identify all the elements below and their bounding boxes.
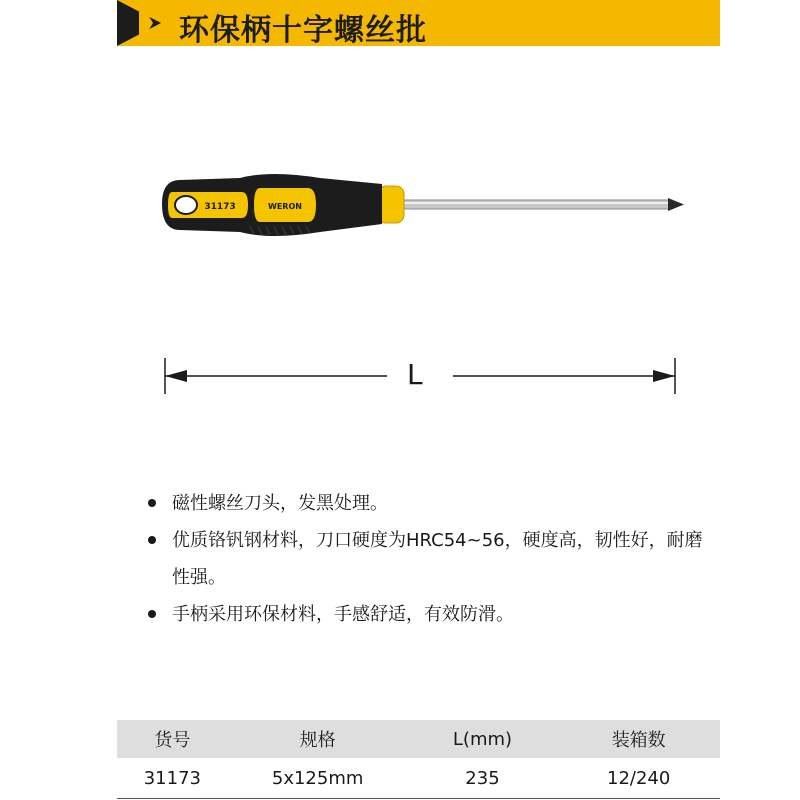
page-title: 环保柄十字螺丝批 (179, 13, 427, 48)
feature-item (148, 522, 708, 596)
spec-table (117, 720, 720, 799)
feature-list (148, 485, 708, 633)
feature-item (148, 485, 708, 522)
handle-label-1: 31173 (204, 202, 236, 212)
header-length: L(mm) (408, 720, 558, 758)
bullet-icon (148, 610, 156, 618)
title-arrow-notch (139, 0, 153, 46)
cell-spec: 5x125mm (228, 758, 408, 799)
cell-item-no: 31173 (117, 758, 228, 799)
dimension-label: L (407, 358, 423, 391)
arrow-right-icon (653, 370, 675, 382)
hang-hole (175, 196, 197, 214)
cell-length: 235 (408, 758, 558, 799)
table-row (117, 758, 720, 799)
header-pack-qty: 装箱数 (557, 720, 720, 758)
feature-item (148, 596, 708, 633)
screwdriver-shaft (400, 200, 672, 209)
title-bar (117, 0, 720, 46)
bullet-icon (148, 499, 156, 507)
header-item-no: 货号 (117, 720, 228, 758)
screwdriver-tip (668, 198, 684, 211)
screwdriver-image (150, 160, 690, 260)
header-spec: 规格 (228, 720, 408, 758)
handle-label-2: WERON (268, 202, 302, 211)
feature-text: 磁性螺丝刀头，发黑处理。 (172, 493, 388, 514)
feature-text: 优质铬钒钢材料，刀口硬度为HRC54~56，硬度高，韧性好，耐磨性强。 (172, 530, 703, 588)
table-header-row (117, 720, 720, 758)
cell-pack-qty: 12/240 (557, 758, 720, 799)
feature-text: 手柄采用环保材料，手感舒适，有效防滑。 (172, 604, 514, 625)
arrow-left-icon (165, 370, 187, 382)
bullet-icon (148, 536, 156, 544)
